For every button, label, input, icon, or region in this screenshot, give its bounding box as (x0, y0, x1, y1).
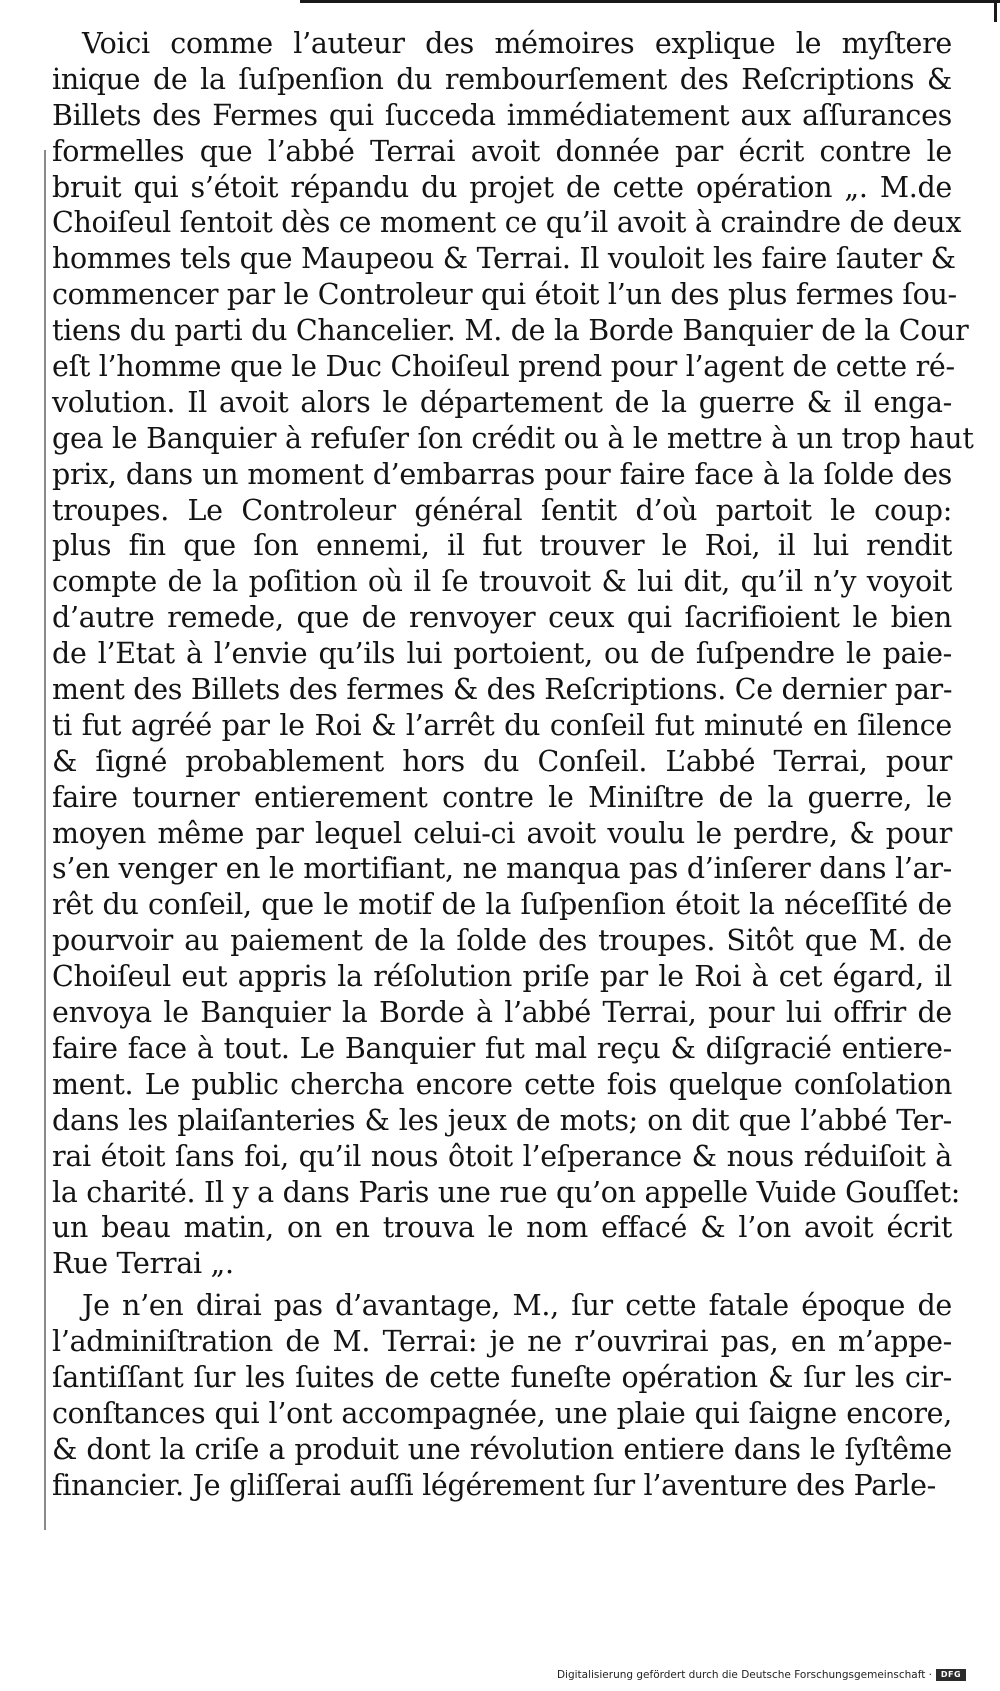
text-line: inique de la ſuſpenſion du rembourſement des Reſcriptions & (52, 62, 952, 96)
text-line: bruit qui s’étoit répandu du projet de cette opération „. M.de (52, 170, 952, 204)
text-line: ti fut agréé par le Roi & l’arrêt du conſeil fut minuté en ſilence (52, 708, 952, 742)
text-line: ment. Le public chercha encore cette fois quelque conſolation (52, 1067, 952, 1101)
paragraph-1 (52, 26, 974, 1282)
paragraph-2 (52, 1288, 952, 1503)
text-line: prix, dans un moment d’embarras pour faire face à la ſolde des (52, 457, 952, 491)
text-line: Voici comme l’auteur des mémoires explique le myſtere (82, 27, 952, 60)
text-line: de l’Etat à l’envie qu’ils lui portoient, ou de ſuſpendre le paie- (52, 637, 952, 671)
text-line: rêt du conſeil, que le motif de la ſuſpenſion étoit la néceſſité de (52, 888, 952, 922)
text-line: faire tourner entierement contre le Miniſtre de la guerre, le (52, 780, 952, 814)
text-line: l’adminiſtration de M. Terrai: je ne r’ouvrirai pas, en m’appe- (52, 1325, 952, 1359)
text-line: un beau matin, on en trouva le nom effacé & l’on avoit écrit (52, 1211, 952, 1245)
text-line: compte de la poſition où il ſe trouvoit & lui dit, qu’il n’y voyoit (52, 565, 952, 599)
text-line: la charité. Il y a dans Paris une rue qu’on appelle Vuide Gouſſet: (52, 1175, 961, 1209)
dfg-logo: DFG (936, 1669, 966, 1681)
text-line: & dont la criſe a produit une révolution entiere dans le ſyſtême (52, 1432, 952, 1466)
text-line: conſtances qui l’ont accompagnée, une plaie qui ſaigne encore, (52, 1396, 952, 1430)
text-line: ment des Billets des fermes & des Reſcriptions. Ce dernier par- (52, 673, 953, 707)
page-edge-shadow (44, 150, 46, 1530)
text-line: pourvoir au paiement de la ſolde des troupes. Sitôt que M. de (52, 924, 952, 958)
text-line: tiens du parti du Chancelier. M. de la Borde Banquier de la Cour (52, 314, 969, 348)
text-line: hommes tels que Maupeou & Terrai. Il vouloit les faire ſauter & (52, 242, 956, 276)
text-line: ſantiſſant ſur les ſuites de cette funeſte opération & ſur les cir- (52, 1360, 952, 1394)
text-line: troupes. Le Controleur général ſentit d’où partoit le coup: (52, 493, 952, 527)
text-line: dans les plaiſanteries & les jeux de mots; on dit que l’abbé Ter- (52, 1103, 952, 1137)
text-line: d’autre remede, que de renvoyer ceux qui ſacrifioient le bien (52, 601, 952, 635)
text-line: envoya le Banquier la Borde à l’abbé Terrai, pour lui offrir de (52, 996, 952, 1030)
text-line: commencer par le Controleur qui étoit l’un des plus fermes ſou- (52, 278, 957, 312)
text-line: formelles que l’abbé Terrai avoit donnée par écrit contre le (52, 134, 952, 168)
page-text (52, 26, 974, 1504)
text-line: rai étoit ſans foi, qu’il nous ôtoit l’eſperance & nous réduiſoit à (52, 1139, 952, 1173)
text-line: plus fin que ſon ennemi, il fut trouver le Roi, il lui rendit (52, 529, 952, 563)
footer-text: Digitalisierung gefördert durch die Deutsche Forschungsgemeinschaft · (556, 1669, 932, 1681)
text-line: volution. Il avoit alors le département de la guerre & il enga- (52, 385, 952, 419)
text-line: moyen même par lequel celui-ci avoit voulu le perdre, & pour (52, 816, 952, 850)
text-line: eſt l’homme que le Duc Choiſeul prend pour l’agent de cette ré- (52, 350, 955, 384)
digitization-footer (557, 1669, 966, 1681)
text-line: Billets des Fermes qui ſucceda immédiatement aux aſſurances (52, 98, 952, 132)
text-line: Rue Terrai „. (52, 1247, 234, 1281)
text-line: Choiſeul ſentoit dès ce moment ce qu’il avoit à craindre de deux (52, 206, 962, 240)
text-line: gea le Banquier à refuſer ſon crédit ou à le mettre à un trop haut (52, 421, 974, 455)
text-line: Choiſeul eut appris la réſolution priſe par le Roi à cet égard, il (52, 960, 952, 994)
top-rule-tick (994, 0, 997, 22)
text-line: s’en venger en le mortifiant, ne manqua pas d’inſerer dans l’ar- (52, 852, 952, 886)
text-line: Je n’en dirai pas d’avantage, M., ſur cette fatale époque de (82, 1289, 952, 1323)
top-rule (300, 0, 1000, 3)
text-line: faire face à tout. Le Banquier fut mal reçu & diſgracié entiere- (52, 1031, 952, 1065)
text-line: financier. Je gliſſerai auſſi légérement ſur l’aventure des Parle- (52, 1468, 937, 1502)
text-line: & ſigné probablement hors du Conſeil. L’abbé Terrai, pour (52, 744, 952, 778)
